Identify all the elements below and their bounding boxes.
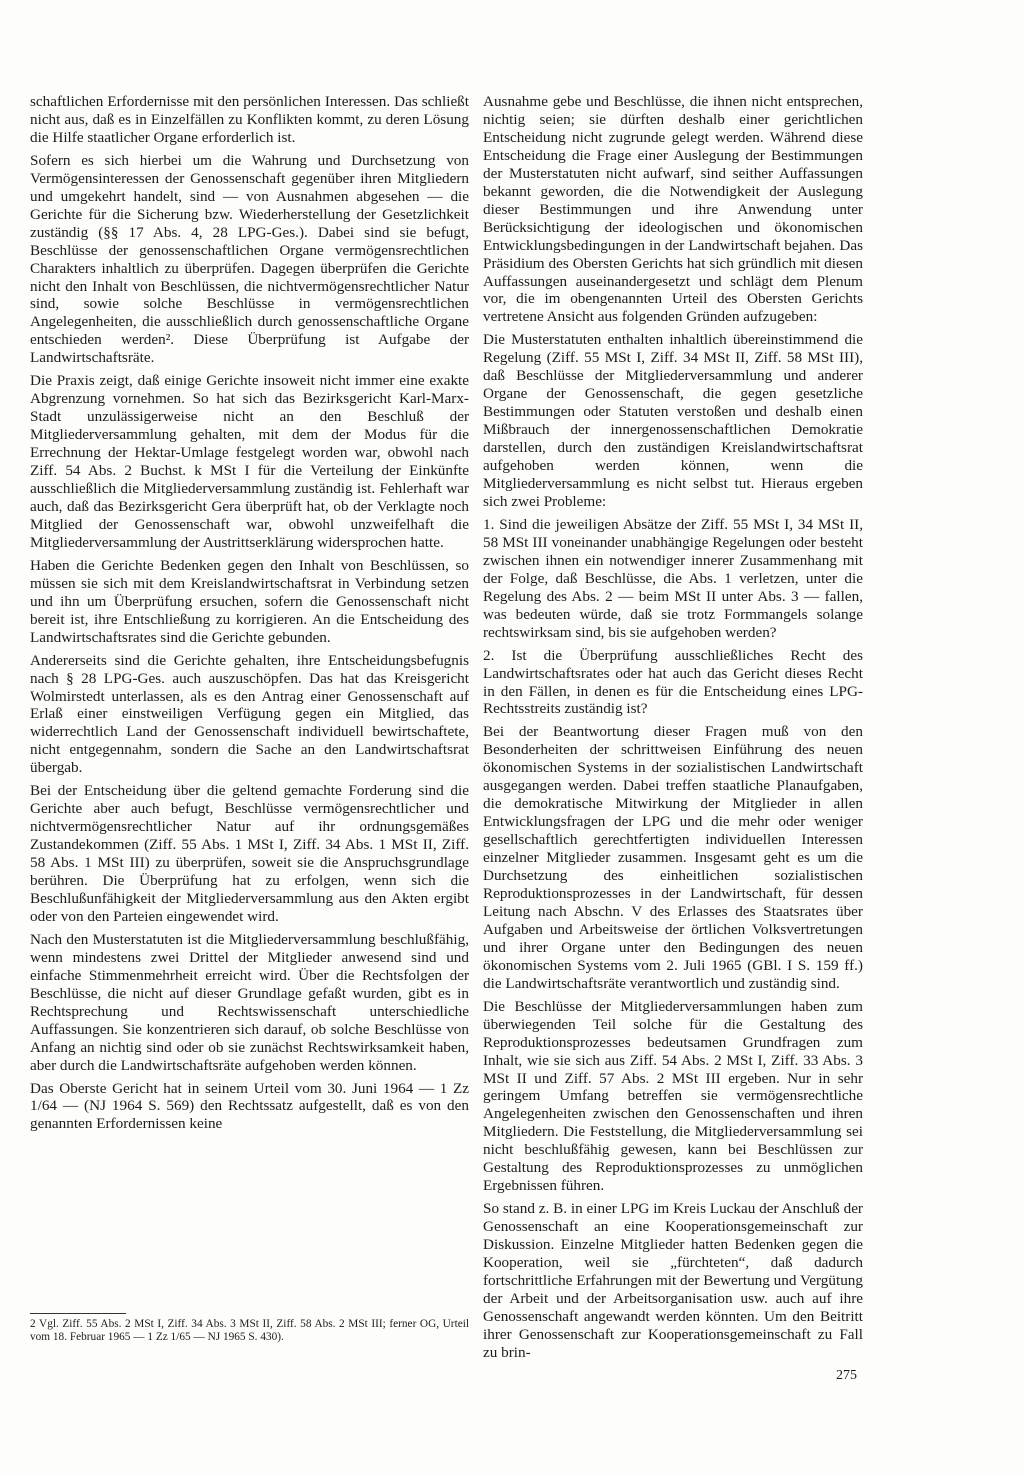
right-column [483,93,863,1367]
paragraph: Die Praxis zeigt, daß einige Gerichte insoweit nicht immer eine exakte Abgrenzung vornehmen. So hat sich das Bezirksgericht Karl-Marx-Stadt unzulässigerweise nicht an den Beschluß der Mitgliederversammlung gehalten, mit dem der Modus für die Errechnung der Hektar-Umlage festgelegt worden war, obwohl nach Ziff. 54 Abs. 2 Buchst. k MSt I für die Verteilung der Einkünfte ausschließlich die Mitgliederversammlung zuständig ist. Fehlerhaft war auch, daß das Bezirksgericht Gera überprüft hat, ob der Verklagte noch Mitglied der Genossenschaft war, obwohl unzweifelhaft die Mitgliederversammlung der Austrittserklärung widersprochen hatte. [30,372,469,551]
paragraph: Die Musterstatuten enthalten inhaltlich übereinstimmend die Regelung (Ziff. 55 MSt I, Ziff. 34 MSt II, Ziff. 58 MSt III), daß Beschlüsse der Mitgliederversammlung und anderer Organe der Genossenschaft, die gegen gesetzliche Bestimmungen oder Statuten verstoßen und deshalb einen Mißbrauch der innergenossenschaftlichen Demokratie darstellen, durch den zuständigen Kreislandwirtschaftsrat aufgehoben werden können, wenn die Mitgliederversammlung es nicht selbst tut. Hieraus ergeben sich zwei Probleme: [483,331,863,510]
paragraph: schaftlichen Erfordernisse mit den persönlichen Interessen. Das schließt nicht aus, daß es in Einzelfällen zu Konflikten kommt, zu deren Lösung die Hilfe staatlicher Organe erforderlich ist. [30,93,469,146]
paragraph: Sofern es sich hierbei um die Wahrung und Durchsetzung von Vermögensinteressen der Genossenschaft gegenüber ihren Mitgliedern und umgekehrt handelt, sind — von Ausnahmen abgesehen — die Gerichte für die Sicherung bzw. Wiederherstellung der Gesetzlichkeit zuständig (§§ 17 Abs. 4, 28 LPG-Ges.). Dabei sind sie befugt, Beschlüsse der genossenschaftlichen Organe vermögensrechtlichen Charakters inhaltlich zu überprüfen. Dagegen überprüfen die Gerichte nicht den Inhalt von Beschlüssen, die nichtvermögensrechtlicher Natur sind, sowie solche Beschlüsse in vermögensrechtlichen Angelegenheiten, die ausschließlich durch genossenschaftliche Organe entschieden werden². Diese Überprüfung ist Aufgabe der Landwirtschaftsräte. [30,151,469,367]
footnote-divider [30,1313,126,1314]
footnotes [30,1318,469,1344]
paragraph: Die Beschlüsse der Mitgliederversammlungen haben zum überwiegenden Teil solche für die Gestaltung des Reproduktionsprozesses bedeutsamen Grundfragen zum Inhalt, wie sie sich aus Ziff. 54 Abs. 2 MSt I, Ziff. 33 Abs. 3 MSt II und Ziff. 57 Abs. 2 MSt III ergeben. Nur in sehr geringem Umfang betreffen sie vermögensrechtliche Angelegenheiten zwischen den Genossenschaften und ihren Mitgliedern. Die Feststellung, die Mitgliederversammlung sei nicht beschlußfähig gewesen, kann bei Beschlüssen zur Gestaltung des Reproduktionsprozesses zu unmöglichen Ergebnissen führen. [483,997,863,1195]
page-number: 275 [836,1368,857,1383]
footnote-2: 2 Vgl. Ziff. 55 Abs. 2 MSt I, Ziff. 34 Abs. 3 MSt II, Ziff. 58 Abs. 2 MSt III; ferner OG, Urteil vom 18. Februar 1965 — 1 Zz 1/65 — NJ 1965 S. 430). [30,1318,469,1344]
paragraph: Nach den Musterstatuten ist die Mitgliederversammlung beschlußfähig, wenn mindestens zwei Drittel der Mitglieder anwesend sind und einfache Stimmenmehrheit erreicht wird. Über die Rechtsfolgen der Beschlüsse, die nicht auf dieser Grundlage gefaßt wurden, gibt es in Rechtsprechung und Rechtswissenschaft unterschiedliche Auffassungen. Sie konzentrieren sich darauf, ob solche Beschlüsse von Anfang an nichtig sind oder ob sie zunächst Rechtswirksamkeit haben, aber durch die Landwirtschaftsräte aufgehoben werden können. [30,930,469,1074]
paragraph: 2. Ist die Überprüfung ausschließliches Recht des Landwirtschaftsrates oder hat auch das Gericht dieses Recht in den Fällen, in denen es für die Entscheidung eines LPG-Rechtsstreits zuständig ist? [483,646,863,718]
paragraph: Bei der Beantwortung dieser Fragen muß von den Besonderheiten der schrittweisen Einführung des neuen ökonomischen Systems in der sozialistischen Landwirtschaft ausgegangen werden. Dabei treffen staatliche Planaufgaben, die demokratische Mitwirkung der Mitglieder in allen Entwicklungsfragen der LPG und die mehr oder weniger gesellschaftlich gerechtfertigten individuellen Interessen einzelner Mitglieder zusammen. Insgesamt geht es um die Durchsetzung des einheitlichen sozialistischen Reproduktionsprozesses in der Landwirtschaft, für dessen Leitung nach Abschn. V des Erlasses des Staatsrates über Aufgaben und Arbeitsweise der örtlichen Volksvertretungen und ihrer Organe unter den Bedingungen des neuen ökonomischen Systems vom 2. Juli 1965 (GBl. I S. 159 ff.) die Landwirtschaftsräte verantwortlich und zuständig sind. [483,723,863,992]
paragraph: Bei der Entscheidung über die geltend gemachte Forderung sind die Gerichte aber auch befugt, Beschlüsse vermögensrechtlicher und nichtvermögensrechtlicher Natur auf ihr ordnungsgemäßes Zustandekommen (Ziff. 55 Abs. 1 MSt I, Ziff. 34 Abs. 1 MSt II, Ziff. 58 Abs. 1 MSt III) zu überprüfen, soweit sie die Anspruchsgrundlage berühren. Die Überprüfung hat zu erfolgen, wenn sich die Beschlußunfähigkeit der Mitgliederversammlung aus den Akten ergibt oder von den Parteien eingewendet wird. [30,782,469,925]
paragraph: So stand z. B. in einer LPG im Kreis Luckau der Anschluß der Genossenschaft an eine Kooperationsgemeinschaft zur Diskussion. Einzelne Mitglieder hatten Bedenken gegen die Kooperation, weil sie „fürchteten“, daß dadurch fortschrittliche Erfahrungen mit der Bewertung und Vergütung der Arbeit und der Arbeitsorganisation usw. auch auf ihre Genossenschaft angewandt werden könnten. Um den Beitritt ihrer Genossenschaft zur Kooperationsgemeinschaft zu Fall zu brin- [483,1200,863,1361]
paragraph: Haben die Gerichte Bedenken gegen den Inhalt von Beschlüssen, so müssen sie sich mit dem Kreislandwirtschaftsrat in Verbindung setzen und ihn um Überprüfung ersuchen, sofern die Genossenschaft nicht bereit ist, ihre Entschließung zu korrigieren. An die Entscheidung des Landwirtschaftsrates sind die Gerichte gebunden. [30,556,469,646]
paragraph: Ausnahme gebe und Beschlüsse, die ihnen nicht entsprechen, nichtig seien; sie dürften deshalb einer gerichtlichen Entscheidung nicht zugrunde gelegt werden. Während diese Entscheidung die Frage einer Auslegung der Bestimmungen der Musterstatuten nicht aufwarf, sind seither Auffassungen bekannt geworden, die die Notwendigkeit der Auslegung dieser Bestimmungen und ihre Anwendung unter Berücksichtigung der ideologischen und ökonomischen Entwicklungsbedingungen in der Landwirtschaft bejahen. Das Präsidium des Obersten Gerichts hat sich gründlich mit diesen Auffassungen auseinandergesetzt und schlägt dem Plenum vor, die im obengenannten Urteil des Obersten Gerichts vertretene Ansicht aus folgenden Gründen aufzugeben: [483,93,863,326]
paragraph: Andererseits sind die Gerichte gehalten, ihre Entscheidungsbefugnis nach § 28 LPG-Ges. auch auszuschöpfen. Das hat das Kreisgericht Wolmirstedt unterlassen, als es den Antrag einer Genossenschaft auf Erlaß einer einstweiligen Verfügung gegen ein Mitglied, das widerrechtlich Land der Genossenschaft individuell bewirtschaftete, nicht entgegennahm, sondern die Sache an den Landwirtschaftsrat übergab. [30,651,469,777]
left-column [30,93,469,1138]
paragraph: 1. Sind die jeweiligen Absätze der Ziff. 55 MSt I, 34 MSt II, 58 MSt III voneinander unabhängige Regelungen oder besteht zwischen ihnen ein notwendiger innerer Zusammenhang mit der Folge, daß Beschlüsse, die Abs. 1 verletzen, unter die Regelung des Abs. 2 — beim MSt II unter Abs. 3 — fallen, was bedeuten würde, daß sie trotz Formmangels solange rechtswirksam sind, bis sie aufgehoben werden? [483,515,863,641]
paragraph: Das Oberste Gericht hat in seinem Urteil vom 30. Juni 1964 — 1 Zz 1/64 — (NJ 1964 S. 569) den Rechtssatz aufgestellt, daß es von den genannten Erfordernissen keine [30,1079,469,1133]
